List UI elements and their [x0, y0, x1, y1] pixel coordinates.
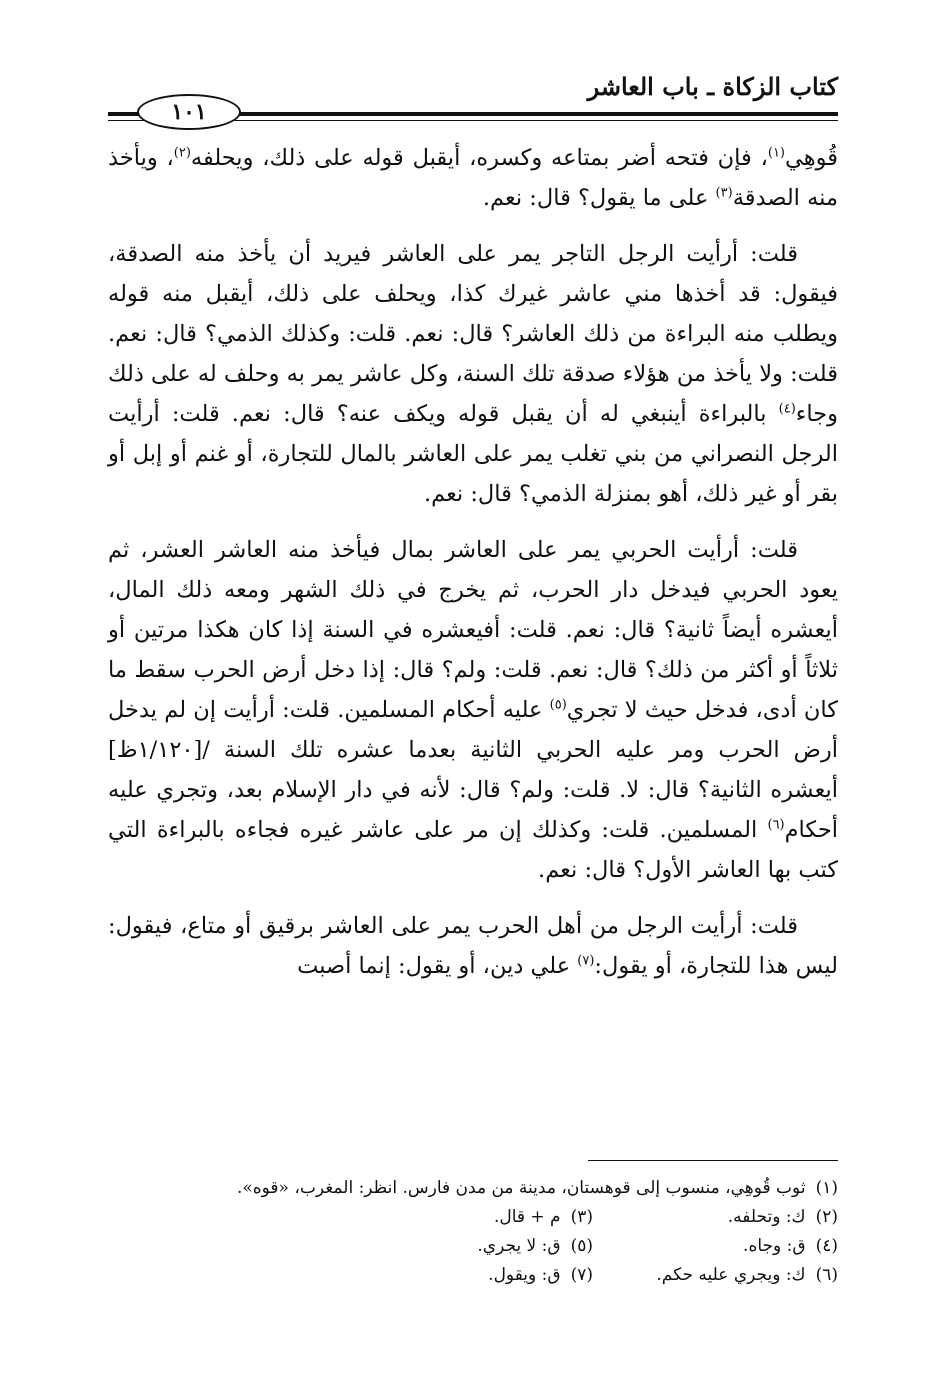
footnote-number: (١)	[815, 1178, 838, 1198]
footnote-text: ثوب قُوهِي، منسوب إلى قوهستان، مدينة من مدن فارس. انظر: المغرب، «قوه».	[236, 1178, 806, 1198]
paragraph-text: عليه أحكام المسلمين. قلت: أرأيت إن لم يدخل أرض الحرب ومر عليه الحربي الثانية بعدما عشره تلك السنة /[١/١٢٠ظ] أيعشره الثانية؟ قال: لا. قلت: ولم؟ قال: لأنه في دار الإسلام بعد، وتجري عليه أحكام	[108, 697, 838, 843]
footnote-marker: (٢)	[173, 145, 191, 161]
paragraph-text: على ما يقول؟ قال: نعم.	[482, 185, 716, 211]
footnote-text: ق: وجاه.	[743, 1236, 806, 1256]
paragraph-text: قلت: أرأيت الرجل التاجر يمر على العاشر فيريد أن يأخذ منه الصدقة، فيقول: قد أخذها مني عاشر غيرك كذا، ويحلف على ذلك، أيقبل منه قوله ويطلب منه البراءة من ذلك العاشر؟ قال: نعم. قلت: وكذلك الذمي؟ قال: نعم. قلت: ولا يأخذ من هؤلاء صدقة تلك السنة، وكل عاشر يمر به وحلف له على ذلك وجاء	[108, 241, 838, 427]
running-title: كتاب الزكاة ـ باب العاشر	[587, 72, 838, 101]
footnote-text: ك: وتحلفه.	[727, 1207, 806, 1227]
footnote-number: (٥)	[570, 1236, 593, 1256]
footnote-7	[348, 1261, 593, 1290]
paragraph	[108, 530, 838, 890]
paragraph-text: ، فإن فتحه أضر بمتاعه وكسره، أيقبل قوله على ذلك، ويحلفه	[190, 145, 768, 171]
footnote-text: ق: ويقول.	[488, 1265, 561, 1285]
footnote-3	[348, 1203, 593, 1232]
footnote-text: م + قال.	[493, 1207, 561, 1227]
footnote-number: (٢)	[815, 1207, 838, 1227]
paragraph-text: علي دين، أو يقول: إنما أصبت	[297, 953, 578, 979]
footnote-marker: (٣)	[715, 185, 733, 201]
paragraph-text: المسلمين. قلت: وكذلك إن مر على عاشر غيره فجاءه بالبراءة التي كتب بها العاشر الأول؟ قال: نعم.	[108, 817, 838, 883]
paragraph-text: قُوهِي	[785, 145, 838, 171]
paragraph-text: قلت: أرأيت الحربي يمر على العاشر بمال فيأخذ منه العاشر العشر، ثم يعود الحربي فيدخل دار الحرب، ثم يخرج في ذلك الشهر ومعه ذلك المال، أيعشره أيضاً ثانية؟ قال: نعم. قلت: أفيعشره في السنة إذا كان هكذا مرتين أو ثلاثاً أو أكثر من ذلك؟ قال: نعم. قلت: ولم؟ قال: إذا دخل أرض الحرب سقط ما كان أدى، فدخل حيث لا تجري	[108, 537, 838, 723]
footnote-marker: (١)	[767, 145, 785, 161]
footnote-text: ك: ويجري عليه حكم.	[656, 1265, 806, 1285]
footnote-marker: (٤)	[778, 401, 796, 417]
footnote-grid	[100, 1203, 838, 1290]
footnote-1	[100, 1174, 838, 1203]
paragraph	[108, 906, 838, 986]
footnote-number: (٦)	[815, 1265, 838, 1285]
footnote-number: (٧)	[570, 1265, 593, 1285]
paragraph	[108, 138, 838, 218]
footnote-number: (٤)	[815, 1236, 838, 1256]
paragraph-text: قلت: أرأيت الرجل من أهل الحرب يمر على العاشر برقيق أو متاع، فيقول: ليس هذا للتجارة، أو يقول:	[108, 913, 838, 979]
footnote-4	[593, 1232, 838, 1261]
footnote-marker: (٥)	[549, 697, 567, 713]
footnote-2	[593, 1203, 838, 1232]
footnote-marker: (٦)	[767, 817, 785, 833]
page-number-badge: ١٠١	[137, 94, 241, 130]
footnotes	[100, 1174, 838, 1290]
paragraph-text: بالبراءة أينبغي له أن يقبل قوله ويكف عنه؟ قال: نعم. قلت: أرأيت الرجل النصراني من بني تغلب يمر على العاشر بالمال للتجارة، أو غنم أو إبل أو بقر أو غير ذلك، أهو بمنزلة الذمي؟ قال: نعم.	[108, 401, 838, 507]
paragraph	[108, 234, 838, 514]
footnote-text: ق: لا يجري.	[477, 1236, 561, 1256]
footnote-6	[593, 1261, 838, 1290]
footnote-5	[348, 1232, 593, 1261]
footnote-divider	[588, 1160, 838, 1161]
paragraph-text: ، ويأخذ منه الصدقة	[108, 145, 838, 211]
body-text	[108, 138, 838, 1002]
footnote-marker: (٧)	[577, 953, 595, 969]
footnote-number: (٣)	[570, 1207, 593, 1227]
